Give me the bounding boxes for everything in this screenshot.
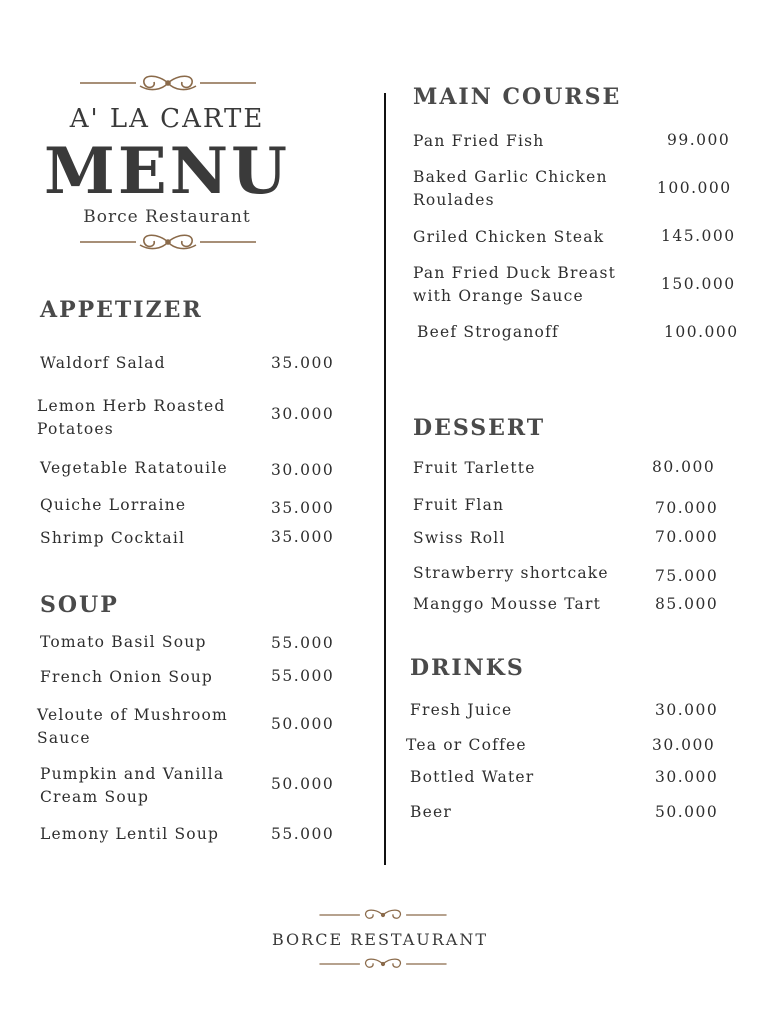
menu-item-price: 70.000	[655, 499, 719, 517]
menu-item-name: Manggo Mousse Tart	[413, 595, 602, 613]
menu-item-price: 30.000	[271, 405, 335, 423]
dessert-heading: DESSERT	[413, 415, 546, 441]
menu-item-price: 150.000	[661, 275, 736, 293]
menu-item-name: Lemon Herb Roasted Potatoes	[37, 397, 226, 438]
menu-title: MENU	[44, 134, 290, 209]
menu-item-name: Veloute of Mushroom Sauce	[37, 706, 228, 747]
menu-item-price: 50.000	[271, 775, 335, 793]
menu-item-name: Tomato Basil Soup	[40, 633, 207, 651]
menu-item-price: 35.000	[271, 499, 335, 517]
menu-item-price: 50.000	[655, 803, 719, 821]
menu-item-name: Pan Fried Fish	[413, 132, 545, 150]
drinks-heading: DRINKS	[410, 655, 525, 681]
menu-item-name: Lemony Lentil Soup	[40, 825, 220, 843]
menu-item-name: Tea or Coffee	[406, 736, 527, 754]
menu-item-price: 100.000	[657, 179, 732, 197]
menu-item-price: 30.000	[655, 701, 719, 719]
menu-item-price: 100.000	[664, 323, 739, 341]
menu-item-price: 99.000	[667, 131, 731, 149]
menu-item-name: Beef Stroganoff	[417, 323, 559, 341]
menu-item-price: 35.000	[271, 528, 335, 546]
menu-item-price: 55.000	[271, 634, 335, 652]
menu-item-price: 35.000	[271, 354, 335, 372]
footer-ornament-top-icon	[318, 906, 448, 924]
restaurant-name: Borce Restaurant	[83, 207, 251, 227]
menu-item-name: Pumpkin and Vanilla Cream Soup	[40, 765, 225, 806]
menu-item-price: 85.000	[655, 595, 719, 613]
main-course-heading: MAIN COURSE	[413, 84, 622, 110]
menu-item-price: 55.000	[271, 825, 335, 843]
menu-item-name: French Onion Soup	[40, 668, 214, 686]
menu-item-price: 75.000	[655, 567, 719, 585]
menu-item-price: 50.000	[271, 715, 335, 733]
footer-restaurant-name: BORCE RESTAURANT	[271, 930, 489, 949]
menu-item-price: 30.000	[655, 768, 719, 786]
menu-item-name: Fresh Juice	[410, 701, 513, 719]
footer-ornament-bottom-icon	[318, 955, 448, 973]
menu-item-name: Bottled Water	[410, 768, 535, 786]
soup-heading: SOUP	[40, 592, 119, 618]
menu-item-name: Fruit Tarlette	[413, 459, 536, 477]
menu-item-name: Strawberry shortcake	[413, 564, 609, 582]
menu-item-name: Swiss Roll	[413, 529, 506, 547]
menu-item-price: 80.000	[652, 458, 716, 476]
menu-item-name: Quiche Lorraine	[40, 496, 187, 514]
menu-item-price: 30.000	[652, 736, 716, 754]
menu-subtitle: A' LA CARTE	[69, 104, 265, 134]
menu-item-name: Beer	[410, 803, 452, 821]
menu-item-name: Vegetable Ratatouile	[40, 459, 228, 477]
ornament-top-icon	[78, 72, 258, 94]
menu-item-name: Shrimp Cocktail	[40, 529, 186, 547]
menu-item-name: Griled Chicken Steak	[413, 228, 605, 246]
menu-item-name: Baked Garlic Chicken Roulades	[413, 168, 608, 209]
menu-item-price: 70.000	[655, 528, 719, 546]
menu-item-name: Waldorf Salad	[40, 354, 166, 372]
ornament-bottom-icon	[78, 231, 258, 253]
menu-item-price: 30.000	[271, 461, 335, 479]
appetizer-heading: APPETIZER	[40, 297, 203, 323]
menu-item-name: Fruit Flan	[413, 496, 505, 514]
column-divider	[384, 93, 386, 865]
menu-item-price: 55.000	[271, 667, 335, 685]
menu-item-name: Pan Fried Duck Breast with Orange Sauce	[413, 264, 617, 305]
menu-item-price: 145.000	[661, 227, 736, 245]
